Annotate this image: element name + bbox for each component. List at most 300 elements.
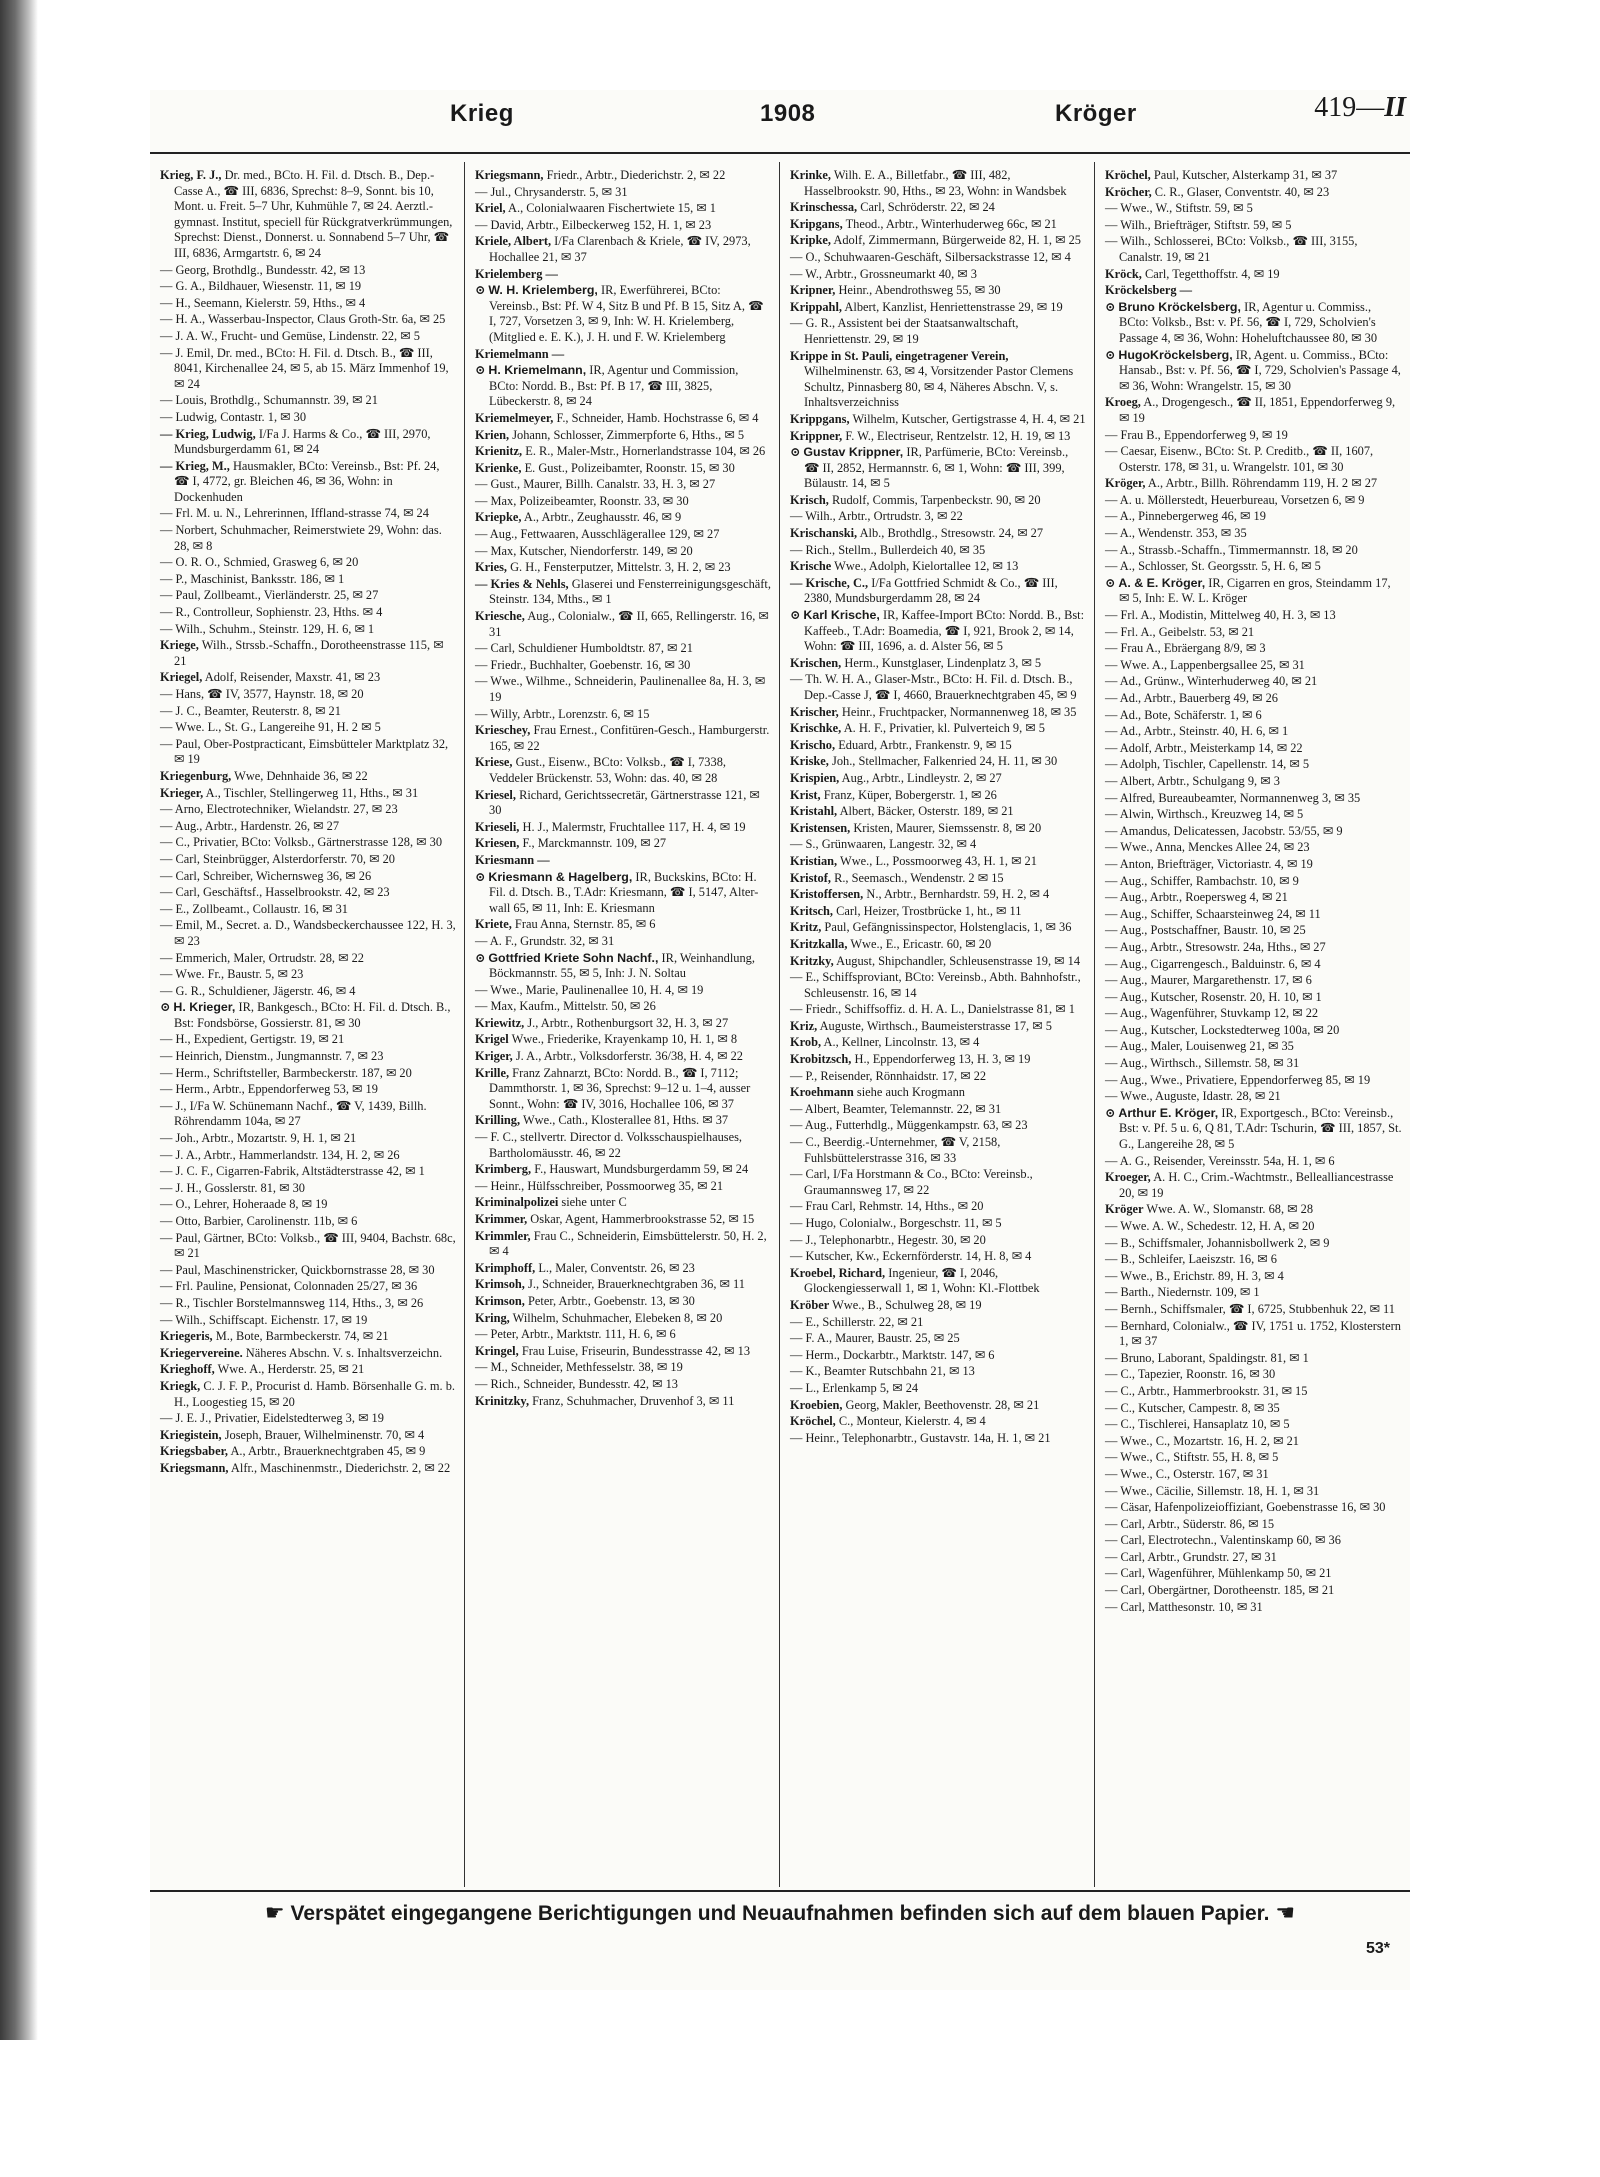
directory-entry [160, 704, 456, 720]
entry-details: IR, Agent. u. Commiss., BCto: Hansab., Bst: v. Pf. 56, ☎ I, 729, Scholvien's Passage 4, ✉ 36, Wohn: Wrangelstr. 15, ✉ 30 [1119, 347, 1401, 393]
entry-name: — Wilh., [1105, 234, 1151, 249]
entry-name: — J. C., [160, 703, 201, 718]
entry-name: Krieger, [160, 785, 204, 800]
entry-details: Brothdlg., Bundesstr. 42, ✉ 13 [212, 262, 366, 277]
directory-entry [790, 608, 1086, 655]
entry-details: W., Stiftstr. 59, ✉ 5 [1155, 201, 1253, 216]
directory-entry [160, 168, 456, 262]
directory-entry [475, 934, 771, 950]
entry-details: Fettwaaren, Ausschlägerallee 129, ✉ 27 [520, 527, 720, 542]
directory-entry [160, 622, 456, 638]
entry-name: — G. A., [160, 279, 206, 294]
entry-name: — Aug., [1105, 1056, 1148, 1071]
directory-entry [790, 250, 1086, 266]
directory-entry [475, 836, 771, 852]
entry-name: — Wilh., [790, 509, 836, 524]
entry-details: Wilhme., Schneiderin, Paulinenallee 8a, H. 3, ✉ 19 [489, 674, 766, 704]
entry-name: Kröckelsberg — [1105, 283, 1193, 298]
entry-details: IR, Buckskins, BCto: H. Fil. d. Dtsch. B., T.Adr: Kriesmann, ☎ I, 5147, Alter-wall 65, ✉ 11, Inh: E. Kriesmann [489, 869, 759, 915]
entry-name: Kroehmann [790, 1085, 854, 1100]
entry-name: — E., [790, 970, 820, 985]
entry-name: — P., [790, 1068, 818, 1083]
directory-entry [1105, 1319, 1402, 1350]
entry-details: Controlleur, Sophienstr. 23, Hths. ✉ 4 [193, 605, 383, 620]
entry-details: Schiffsmaler, Johannisbollwerk 2, ✉ 9 [1138, 1235, 1330, 1250]
firm-marker-icon: ⊙ [790, 445, 801, 460]
directory-entry [1105, 1170, 1402, 1201]
directory-entry [1105, 1566, 1402, 1582]
entry-name: Kroeger, [1105, 1170, 1151, 1185]
entry-name: — Bernh., [1105, 1301, 1157, 1316]
entry-name: Kriete, [475, 917, 512, 932]
entry-name: — Paul, [160, 1230, 201, 1245]
directory-entry [1105, 395, 1402, 426]
entry-name: — R., [160, 1295, 190, 1310]
entry-name: Kripke, [790, 233, 831, 248]
entry-details: Schuldiener Humboldtstr. 87, ✉ 21 [518, 641, 693, 656]
entry-details: Ingenieur, ☎ I, 2046, Glockengiesserwall 1, ✉ 1, Wohn: Kl.-Flottbek [804, 1265, 1040, 1296]
entry-name: Kriegel, [160, 670, 203, 685]
entry-details: Schuhwaaren-Geschäft, Silbersackstrasse 12, ✉ 4 [823, 249, 1071, 264]
directory-entry [1105, 543, 1402, 559]
entry-details: Arbtr., Lorenzstr. 6, ✉ 15 [522, 706, 650, 721]
entry-details: Wilh. E. A., Billetfabr., ☎ III, 482, Hasselbrookstr. 90, Hths., ✉ 23, Wohn: in Wandsbek [804, 168, 1067, 198]
entry-details: Wilhelminenstr. 63, ✉ 4, Vorsitzender Pastor Clemens Schultz, Pinnasberg 80, ✉ 4, Näheres Abschn. V, s. Inhaltsverzeichniss [804, 364, 1074, 410]
entry-name: — Aug., [1105, 956, 1148, 971]
directory-entry [475, 951, 771, 982]
directory-entry [160, 1131, 456, 1147]
entry-name: — Jul., [475, 184, 512, 199]
directory-entry [1105, 957, 1402, 973]
directory-entry [160, 1231, 456, 1262]
entry-name: — C., [1105, 1383, 1135, 1398]
entry-details: Wilhelm, Kutscher, Gertigstrasse 4, H. 4, ✉ 21 [852, 411, 1086, 426]
directory-entry [475, 820, 771, 836]
entry-details: Wwe., Adolph, Kielortallee 12, ✉ 13 [834, 559, 1019, 574]
entry-details: F., Hauswart, Mundsburgerdamm 59, ✉ 24 [534, 1162, 749, 1177]
entry-name: — O., [790, 249, 821, 264]
directory-entry [475, 674, 771, 705]
directory-entry [475, 1277, 771, 1293]
directory-entry [160, 1099, 456, 1130]
footer-notice [150, 1890, 1410, 1940]
directory-entry [1105, 1384, 1402, 1400]
entry-name: Gottfried Kriete Sohn Nachf., [488, 950, 659, 965]
entry-name: — Aug., [1105, 939, 1148, 954]
entry-details: M., Bote, Barmbeckerstr. 74, ✉ 21 [215, 1329, 389, 1344]
entry-name: — W., [790, 266, 823, 281]
directory-entry [1105, 1202, 1402, 1218]
directory-entry [475, 723, 771, 754]
entry-name: — A., [1105, 509, 1135, 524]
entry-details: E. Gust., Polizeibamter, Roonstr. 15, ✉ 30 [524, 460, 735, 475]
entry-name: H. Krieger, [173, 1000, 236, 1015]
entry-details: J., Arbtr., Rothenburgsort 32, H. 3, ✉ 27 [527, 1015, 729, 1030]
entry-details: Wagenführer, Stuvkamp 12, ✉ 22 [1150, 1006, 1319, 1021]
directory-entry [160, 1411, 456, 1427]
entry-details: Arbtr., Steinstr. 40, H. 6, ✉ 1 [1143, 724, 1289, 739]
entry-name: — Friedr., [475, 657, 527, 672]
entry-details: Ober-Postpracticant, Eimsbütteler Marktplatz 32, ✉ 19 [174, 736, 449, 767]
directory-entry [475, 609, 771, 640]
directory-entry [1105, 824, 1402, 840]
header-first-name: Krieg [450, 100, 514, 127]
directory-entry [790, 920, 1086, 936]
entry-details: Herm., Kunstglaser, Lindenplatz 3, ✉ 5 [844, 655, 1042, 670]
directory-entry [790, 1431, 1086, 1447]
entry-name: — Anton, [1105, 856, 1154, 871]
entry-details: Schreiber, Wichernsweg 36, ✉ 26 [203, 868, 372, 883]
entry-details: Frau Anna, Sternstr. 85, ✉ 6 [514, 917, 656, 932]
entry-details: Albert, Kanzlist, Henriettenstrasse 29, ✉ 19 [844, 299, 1063, 314]
entry-details: Zollbeamt., Collaustr. 16, ✉ 31 [192, 901, 348, 916]
directory-entry [1105, 708, 1402, 724]
directory-entry [160, 687, 456, 703]
entry-details: Arbtr., Eppendorferweg 53, ✉ 19 [212, 1082, 378, 1097]
entry-name: Krigel [475, 1032, 509, 1047]
entry-name: — Heinrich, [160, 1049, 222, 1064]
directory-entry [160, 720, 456, 736]
entry-name: Kriese, [475, 755, 513, 770]
entry-name: Arthur E. Kröger, [1118, 1105, 1219, 1120]
entry-name: Kristian, [790, 853, 838, 868]
entry-name: — Georg, [160, 262, 210, 277]
entry-name: — Kries & Nehls, [475, 576, 569, 591]
entry-details: Dr. med., BCto: H. Fil. d. Dtsch. B., ☎ III, 8041, Kirchenallee 24, ✉ 5, ab 15. März Immenhof 19, ✉ 24 [174, 345, 449, 391]
entry-details: Schillerstr. 22, ✉ 21 [822, 1314, 924, 1329]
directory-entry [160, 588, 456, 604]
directory-entry [160, 1379, 456, 1410]
directory-entry [160, 1263, 456, 1279]
directory-entry [160, 967, 456, 983]
directory-entry [475, 185, 771, 201]
directory-entry [790, 738, 1086, 754]
directory-entry [160, 1329, 456, 1345]
directory-entry [790, 1298, 1086, 1314]
directory-entry [160, 769, 456, 785]
entry-details: Arbtr., Meisterkamp 14, ✉ 22 [1154, 740, 1303, 755]
entry-details: Contastr. 1, ✉ 30 [220, 409, 307, 424]
entry-details: Tischler, Capellenstr. 14, ✉ 5 [1162, 757, 1310, 772]
entry-details: Schlosserei, BCto: Volksb., ☎ III, 3155, Canalstr. 19, ✉ 21 [1119, 234, 1358, 264]
directory-entry [1105, 559, 1402, 575]
entry-name: — J. A. W., [160, 328, 218, 343]
entry-details: IR, Bankgesch., BCto: H. Fil. d. Dtsch. B., Bst: Fondsbörse, Gossierstr. 81, ✉ 30 [174, 1000, 451, 1030]
entry-name: — Aug., [1105, 1039, 1148, 1054]
entry-details: Lappenbergsallee 25, ✉ 31 [1170, 657, 1305, 672]
directory-entry [160, 802, 456, 818]
directory-entry [1105, 1533, 1402, 1549]
entry-name: — Ludwig, [160, 409, 218, 424]
entry-details: Briefträger, Stiftstr. 59, ✉ 5 [1153, 217, 1292, 232]
entry-details: Wwe., L., Possmoorweg 43, H. 1, ✉ 21 [840, 853, 1037, 868]
directory-entry [1105, 840, 1402, 856]
entry-name: — Aug., [1105, 1006, 1148, 1021]
page-number [1314, 92, 1406, 124]
directory-entry [790, 1364, 1086, 1380]
entry-name: Krienitz, [475, 444, 523, 459]
entry-name: — C., [790, 1135, 820, 1150]
entry-details: Schiffsoffiz. d. H. A. L., Danielstrasse 81, ✉ 1 [844, 1002, 1075, 1017]
entry-details: Schiffer, Rambachstr. 10, ✉ 9 [1150, 873, 1299, 888]
entry-details: Aug., Colonialw., ☎ II, 665, Rellingerstr. 16, ✉ 31 [489, 609, 769, 639]
entry-name: Gustav Krippner, [803, 445, 904, 460]
entry-name: Kriesmann & Hagelberg, [488, 869, 633, 884]
directory-entry [160, 1181, 456, 1197]
entry-details: Baustr. 5, ✉ 23 [227, 967, 304, 982]
entry-name: — J. C. F., [160, 1164, 214, 1179]
entry-name: — Wwe. L., [160, 720, 222, 735]
entry-name: — Wwe., C., [1105, 1433, 1171, 1448]
entry-details: Hafenpolizeioffiziant, Goebenstrasse 16, ✉ 30 [1154, 1500, 1386, 1515]
directory-entry [1105, 1401, 1402, 1417]
entry-details: Schuhmacher, Reimerstwiete 29, Wohn: das. 28, ✉ 8 [174, 523, 442, 553]
entry-name: — Frau Carl, [790, 1199, 856, 1214]
entry-details: Heinr., Fruchtpacker, Normannenweg 18, ✉ 35 [841, 704, 1077, 719]
entry-details: Chrysanderstr. 5, ✉ 31 [514, 184, 628, 199]
entry-details: IR, Agentur und Commission, BCto: Nordd. B., Bst: Pf. B 17, ☎ III, 3825, Lübeckerstr. 8, ✉ 24 [489, 363, 739, 409]
entry-name: Krispien, [790, 770, 840, 785]
entry-details: Grundstr. 32, ✉ 31 [520, 933, 615, 948]
entry-details: Alb., Brothdlg., Stresowstr. 24, ✉ 27 [859, 526, 1044, 541]
entry-details: Delicatessen, Jacobstr. 53/55, ✉ 9 [1173, 823, 1343, 838]
directory-entry [160, 555, 456, 571]
directory-entry [790, 887, 1086, 903]
directory-entry [1105, 973, 1402, 989]
directory-entry [160, 852, 456, 868]
directory-entry [790, 1216, 1086, 1232]
entry-details: stellvertr. Director d. Volksschauspielhauses, Bartholomäusstr. 46, ✉ 22 [489, 1130, 742, 1160]
entry-details: E. R., Maler-Mstr., Hornerlandstrasse 104, ✉ 26 [525, 444, 766, 459]
entry-details: IR, Cigarren en gros, Steindamm 17, ✉ 5, Inh: E. W. L. Kröger [1119, 575, 1391, 606]
entry-name: — Alwin, [1105, 807, 1154, 822]
entry-details: Schlosser, St. Georgsstr. 5, H. 6, ✉ 5 [1138, 559, 1321, 574]
directory-entry [160, 1279, 456, 1295]
firm-marker-icon: ⊙ [475, 869, 486, 884]
directory-entry [790, 1249, 1086, 1265]
entry-name: — Heinr., [790, 1430, 840, 1445]
directory-entry [1105, 218, 1402, 234]
entry-name: — Wwe., [1105, 840, 1153, 855]
directory-entry [160, 1032, 456, 1048]
entry-details: A., Drogengesch., ☎ II, 1851, Eppendorferweg 9, ✉ 19 [1119, 395, 1396, 425]
entry-details: H. J., Malermstr, Fruchtallee 117, H. 4, ✉ 19 [522, 819, 746, 834]
directory-entry [1105, 1450, 1402, 1466]
entry-details: Ebräergang 8/9, ✉ 3 [1163, 641, 1266, 656]
directory-entry [475, 527, 771, 543]
entry-details: Richard, Gerichtssecretär, Gärtnerstrasse 121, ✉ 30 [489, 787, 760, 818]
entry-details: Futterhdlg., Müggenkampstr. 63, ✉ 23 [835, 1118, 1028, 1133]
entry-name: Krieg, F. J., [160, 168, 222, 182]
entry-details: Wwe., E., Ericastr. 60, ✉ 20 [850, 936, 992, 951]
entry-name: Krilling, [475, 1113, 521, 1128]
entry-details: Auguste, Idastr. 28, ✉ 21 [1155, 1089, 1281, 1104]
directory-entry [1105, 1106, 1402, 1153]
entry-name: Krischanski, [790, 526, 858, 541]
entry-name: HugoKröckelsberg, [1118, 347, 1233, 362]
entry-details: Matthesonstr. 10, ✉ 31 [1148, 1599, 1263, 1614]
directory-entry [790, 788, 1086, 804]
entry-details: L., Maler, Conventstr. 26, ✉ 23 [538, 1260, 695, 1275]
directory-entry [1105, 201, 1402, 217]
directory-entry [475, 707, 771, 723]
entry-name: — Carl, [1105, 1599, 1145, 1614]
entry-name: Kritzky, [790, 953, 834, 968]
entry-name: Kritsch, [790, 903, 834, 918]
directory-entry [160, 984, 456, 1000]
entry-name: — A., [1105, 559, 1135, 574]
entry-name: W. H. Krielemberg, [488, 283, 598, 298]
entry-details: Buchhalter, Goebenstr. 16, ✉ 30 [529, 657, 691, 672]
directory-entry [475, 1229, 771, 1260]
entry-details: Colonialw., ☎ IV, 1751 u. 1752, Klosterstern 1, ✉ 37 [1119, 1318, 1401, 1349]
directory-entry [790, 217, 1086, 233]
entry-name: — Gust., [475, 477, 521, 492]
entry-name: — J. A., [160, 1147, 201, 1162]
entry-details: Laborant, Spaldingstr. 81, ✉ 1 [1157, 1350, 1309, 1365]
entry-name: Bruno Kröckelsberg, [1118, 299, 1241, 314]
directory-entry [475, 853, 771, 869]
entry-details: Expedient, Gertigstr. 19, ✉ 21 [193, 1032, 345, 1047]
directory-entry [1105, 267, 1402, 283]
entry-name: — C., [1105, 1417, 1135, 1432]
directory-entry [1105, 1467, 1402, 1483]
directory-entry [160, 1214, 456, 1230]
directory-entry [790, 1002, 1086, 1018]
entry-name: — Aug., [1105, 1072, 1148, 1087]
directory-entry [790, 1266, 1086, 1297]
entry-name: — Aug., [1105, 973, 1148, 988]
entry-name: — Peter, [475, 1327, 519, 1342]
directory-entry [475, 917, 771, 933]
directory-entry [1105, 857, 1402, 873]
header-last-name: Kröger [1055, 100, 1137, 127]
entry-name: Krischen, [790, 655, 842, 670]
directory-entry [1105, 1500, 1402, 1516]
entry-details: Peter, Arbtr., Goebenstr. 13, ✉ 30 [528, 1293, 695, 1308]
directory-entry [1105, 509, 1402, 525]
directory-entry [790, 559, 1086, 575]
entry-details: Näheres Abschn. V. s. Inhaltsverzeichn. [245, 1345, 443, 1360]
signature-mark: 53* [1365, 1940, 1390, 1957]
entry-details: Reisender, Rönnhaidstr. 17, ✉ 22 [820, 1068, 987, 1083]
directory-entry [790, 1085, 1086, 1101]
entry-details: Georg, Makler, Beethovenstr. 28, ✉ 21 [845, 1397, 1040, 1412]
entry-details: Friedr., Arbtr., Diederichstr. 2, ✉ 22 [546, 168, 726, 182]
directory-entry [790, 854, 1086, 870]
directory-entry [475, 461, 771, 477]
firm-marker-icon: ⊙ [1105, 347, 1116, 362]
entry-name: Kriege, [160, 638, 199, 653]
entry-name: — H., [160, 1032, 191, 1047]
entry-name: — Albert, [790, 1101, 840, 1116]
directory-entry [1105, 923, 1402, 939]
entry-name: Karl Krische, [803, 608, 880, 623]
entry-name: — Carl, [475, 641, 515, 656]
directory-entry [160, 605, 456, 621]
directory-entry [790, 316, 1086, 347]
directory-entry [475, 870, 771, 917]
directory-entry [160, 1362, 456, 1378]
entry-name: — Bruno, [1105, 1350, 1155, 1365]
entry-name: Krist, [790, 787, 821, 802]
entry-details: Arbtr., Mozartstr. 9, H. 1, ✉ 21 [201, 1131, 357, 1146]
directory-entry [1105, 1302, 1402, 1318]
entry-name: Kriske, [790, 754, 829, 769]
entry-name: Kroebien, [790, 1397, 843, 1412]
entry-name: Kriegsmann, [475, 168, 544, 182]
entry-name: — C., [1105, 1367, 1135, 1382]
entry-details: Heinr., Abendrothsweg 55, ✉ 30 [838, 283, 1001, 298]
entry-details: A. H. F., Privatier, kl. Pulverteich 9, ✉ 5 [843, 721, 1045, 736]
entry-details: Wwe., Friederike, Krayenkamp 10, H. 1, ✉ 8 [511, 1032, 738, 1047]
directory-entry [475, 1179, 771, 1195]
entry-name: — S., [790, 837, 819, 852]
entry-details: Schiffscapt. Eichenstr. 17, ✉ 19 [208, 1312, 368, 1327]
entry-name: — Max, [475, 493, 517, 508]
entry-name: — Ad., [1105, 707, 1142, 722]
entry-details: Wwe., Privatiere, Eppendorferweg 85, ✉ 19 [1150, 1072, 1371, 1087]
entry-details: Hausmakler, BCto: Vereinsb., Bst: Pf. 24, ☎ I, 4772, gr. Bleichen 46, ✉ 36, Wohn: in Dockenhuden [174, 458, 440, 504]
entry-details: Wendenstr. 353, ✉ 35 [1137, 526, 1247, 541]
entry-details: Paul, Gefängnissinspector, Holstenglacis, 1, ✉ 36 [824, 920, 1072, 935]
entry-name: — Caesar, [1105, 444, 1157, 459]
entry-name: Krienke, [475, 460, 522, 475]
footer-notice-text: Verspätet eingegangene Berichtigungen und Neuaufnahmen befinden sich auf dem blauen Papier. [290, 1902, 1270, 1925]
entry-details: Geschäftsf., Hasselbrookstr. 42, ✉ 23 [203, 885, 390, 900]
entry-details: ☎ IV, 3577, Haynstr. 18, ✉ 20 [207, 687, 364, 701]
firm-marker-icon: ⊙ [1105, 1105, 1116, 1120]
directory-entry [790, 1052, 1086, 1068]
entry-details: Kutscher, Niendorferstr. 149, ✉ 20 [519, 543, 693, 558]
entry-name: — Ad., [1105, 724, 1142, 739]
entry-name: — J. H., [160, 1180, 202, 1195]
entry-name: Kriegistein, [160, 1427, 222, 1442]
entry-name: Krimphoff, [475, 1260, 536, 1275]
entry-details: Colonialw., Borgeschstr. 11, ✉ 5 [839, 1216, 1002, 1230]
directory-entry [1105, 493, 1402, 509]
entry-details: Alfr., Maschinenmstr., Diederichstr. 2, ✉ 22 [230, 1460, 451, 1475]
entry-details: Wwe, Dehnhaide 36, ✉ 22 [234, 768, 368, 783]
entry-details: Arbtr., Schulgang 9, ✉ 3 [1156, 773, 1280, 788]
entry-name: — Aug., [1105, 890, 1148, 905]
entry-details: Wirthsch., Kreuzweg 14, ✉ 5 [1156, 807, 1304, 822]
entry-name: — Max, [475, 999, 517, 1014]
directory-entry [1105, 168, 1402, 184]
directory-entry [160, 1461, 456, 1477]
entry-name: Krinke, [790, 168, 831, 182]
entry-details: I/Fa Horstmann & Co., BCto: Vereinsb., Graumannsweg 17, ✉ 22 [804, 1167, 1033, 1197]
entry-details: Modistin, Mittelweg 40, H. 3, ✉ 13 [1158, 608, 1336, 623]
entry-name: — G. R., [160, 983, 206, 998]
entry-details: siehe unter C [561, 1195, 627, 1210]
entry-details: Wwe., B., Schulweg 28, ✉ 19 [832, 1297, 982, 1312]
entry-name: — Max, [475, 543, 517, 558]
directory-entry [475, 560, 771, 576]
entry-name: — R., [160, 605, 190, 620]
entry-name: — Adolf, [1105, 740, 1152, 755]
directory-entry [790, 1118, 1086, 1134]
entry-details: Maurer, Margarethenstr. 17, ✉ 6 [1150, 973, 1312, 988]
directory-entry [790, 168, 1086, 199]
entry-details: Tapezier, Roonstr. 16, ✉ 30 [1137, 1367, 1276, 1382]
entry-name: — Arno, [160, 802, 204, 817]
directory-entry [160, 902, 456, 918]
entry-name: — Paul, [160, 588, 201, 603]
entry-name: — Paul, [160, 736, 201, 751]
entry-details: Grünw., Winterhuderweg 40, ✉ 21 [1144, 674, 1318, 689]
entry-details: Privatier, Eidelstedterweg 3, ✉ 19 [214, 1411, 384, 1426]
